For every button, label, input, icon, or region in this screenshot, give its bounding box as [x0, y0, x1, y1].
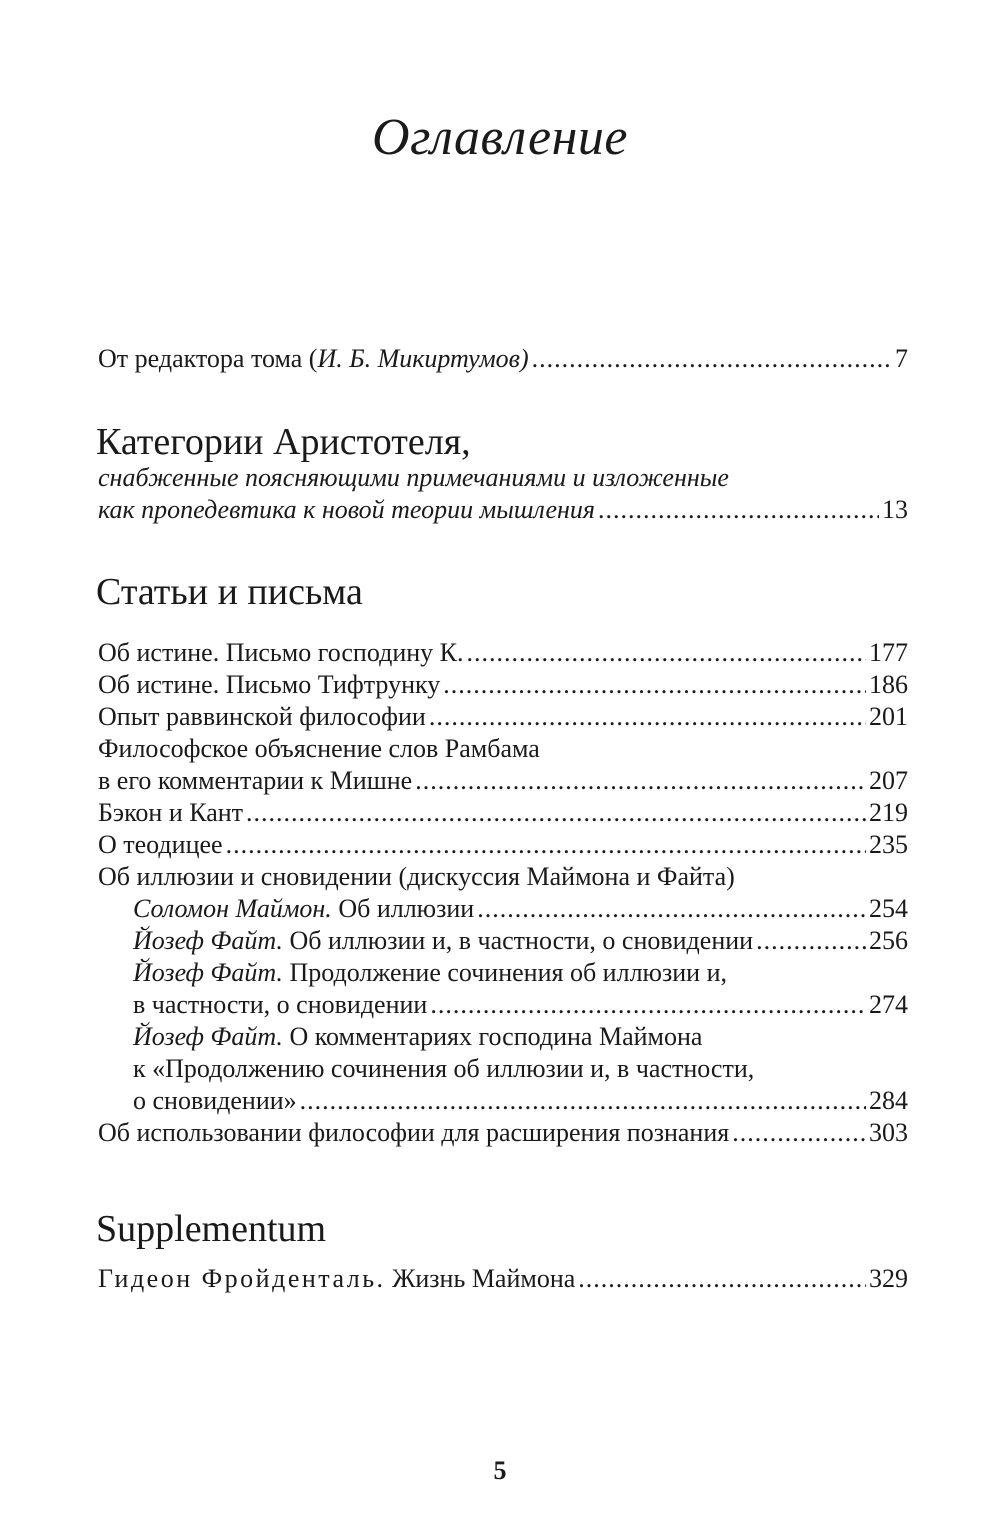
- toc-entry-categories[interactable]: [98, 494, 908, 526]
- dot-leader: [300, 1085, 866, 1117]
- page-number: 219: [869, 798, 908, 827]
- dot-leader: [732, 1117, 866, 1149]
- dot-leader: [415, 765, 866, 797]
- page-number: 284: [869, 1086, 908, 1115]
- entry-label: От редактора тома (: [98, 344, 318, 373]
- section-heading-categories: Категории Аристотеля,: [96, 421, 471, 463]
- entry-label: Об иллюзии и, в частности, о сновидении: [282, 926, 754, 955]
- toc-entry[interactable]: [98, 701, 908, 733]
- toc-entry[interactable]: [98, 637, 908, 669]
- toc-sub-entry-line: к «Продолжению сочинения об иллюзии и, в частности,: [133, 1054, 755, 1083]
- entry-author: И. Б. Микиртумов): [317, 344, 529, 373]
- toc-entry-preface[interactable]: [98, 343, 908, 375]
- entry-label: Об истине. Письмо Тифтрунку: [98, 670, 441, 699]
- section-subtitle-line-1: снабженные поясняющими примечаниями и изложенные: [98, 463, 729, 492]
- page-number: 256: [869, 926, 908, 955]
- toc-entry[interactable]: [98, 765, 908, 797]
- entry-author: Йозеф Файт.: [133, 958, 283, 987]
- page-number: 177: [869, 638, 908, 667]
- toc-entry[interactable]: [98, 1117, 908, 1149]
- entry-label: Продолжение сочинения об иллюзии и,: [282, 958, 727, 987]
- entry-label: Жизнь Маймона: [385, 1264, 576, 1293]
- page-number: 186: [869, 670, 908, 699]
- page-title: Оглавление: [372, 109, 628, 166]
- toc-sub-entry[interactable]: [133, 893, 908, 925]
- entry-label: в его комментарии к Мишне: [98, 766, 413, 795]
- section-heading-articles: Статьи и письма: [96, 571, 363, 613]
- page-number: 207: [869, 766, 908, 795]
- entry-author: Йозеф Файт.: [133, 926, 283, 955]
- dot-leader: [532, 343, 892, 375]
- toc-sub-entry[interactable]: [133, 1085, 908, 1117]
- section-heading-supplementum: Supplementum: [96, 1208, 327, 1250]
- toc-entry-supplement[interactable]: [98, 1263, 908, 1295]
- page-number: 254: [869, 894, 908, 923]
- toc-entry-line: Об иллюзии и сновидении (дискуссия Маймона и Файта): [98, 862, 735, 891]
- toc-entry[interactable]: [98, 797, 908, 829]
- dot-leader: [578, 1263, 866, 1295]
- toc-entry-line: Философское объяснение слов Рамбама: [98, 734, 540, 763]
- dot-leader: [429, 701, 866, 733]
- dot-leader: [477, 893, 866, 925]
- page-number: 274: [869, 990, 908, 1019]
- page-number: 201: [869, 702, 908, 731]
- entry-author: Йозеф Файт.: [133, 1022, 283, 1051]
- entry-label: Бэкон и Кант: [98, 798, 244, 827]
- page-number: 329: [869, 1264, 908, 1293]
- entry-author: Соломон Маймон.: [133, 894, 332, 923]
- entry-label: Об истине. Письмо господину К.: [98, 638, 464, 667]
- dot-leader: [756, 925, 866, 957]
- dot-leader: [598, 494, 879, 526]
- entry-label: о сновидении»: [133, 1086, 297, 1115]
- entry-label: в частности, о сновидении: [133, 990, 428, 1019]
- entry-author: Гидеон Фройденталь.: [98, 1264, 386, 1293]
- entry-label: О теодицее: [98, 830, 223, 859]
- toc-sub-entry-line: [133, 957, 727, 989]
- page-number: 235: [869, 830, 908, 859]
- page-number: 303: [869, 1118, 908, 1147]
- dot-leader: [246, 797, 866, 829]
- entry-label: Об использовании философии для расширения познания: [98, 1118, 730, 1147]
- page-number: 7: [895, 344, 908, 373]
- entry-label: Об иллюзии: [331, 894, 475, 923]
- toc-sub-entry-line: [133, 1021, 702, 1053]
- toc-entry[interactable]: [98, 829, 908, 861]
- toc-sub-entry[interactable]: [133, 925, 908, 957]
- toc-sub-entry[interactable]: [133, 989, 908, 1021]
- entry-label: О комментариях господина Маймона: [282, 1022, 703, 1051]
- entry-label: как пропедевтика к новой теории мышления: [98, 495, 595, 524]
- toc-entry[interactable]: [98, 669, 908, 701]
- dot-leader: [443, 669, 866, 701]
- dot-leader: [467, 637, 867, 669]
- page-number: 13: [882, 495, 908, 524]
- folio-number: 5: [493, 1456, 507, 1485]
- dot-leader: [226, 829, 866, 861]
- entry-label: Опыт раввинской философии: [98, 702, 426, 731]
- dot-leader: [430, 989, 866, 1021]
